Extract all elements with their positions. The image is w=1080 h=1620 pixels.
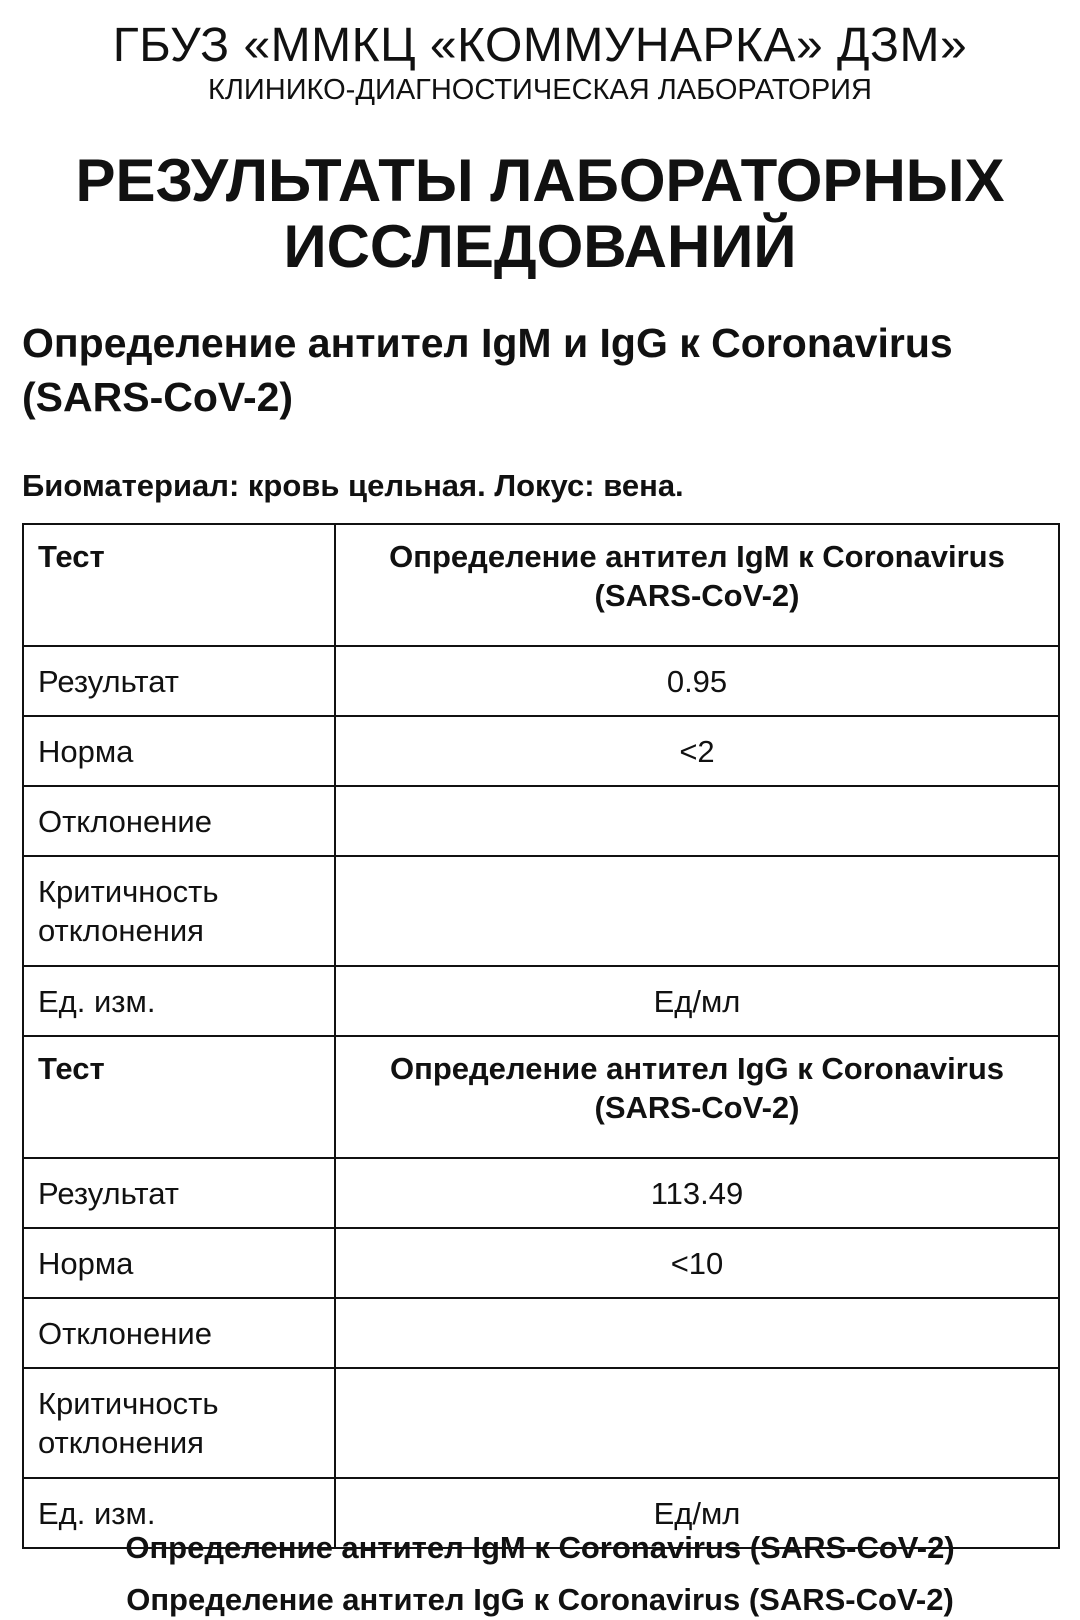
document-title bbox=[0, 148, 1080, 280]
footer-test-igg: Определение антител IgG к Coronavirus (SARS-CoV-2) bbox=[126, 1582, 954, 1617]
deviation-label: Отклонение bbox=[23, 786, 335, 856]
test-label: Тест bbox=[23, 1036, 335, 1158]
deviation-value-igg bbox=[335, 1298, 1059, 1368]
test-name-igg bbox=[335, 1036, 1059, 1158]
criticality-value-igg bbox=[335, 1368, 1059, 1478]
norm-label: Норма bbox=[23, 716, 335, 786]
document-title-line-2: ИССЛЕДОВАНИЙ bbox=[283, 213, 797, 280]
result-label: Результат bbox=[23, 646, 335, 716]
test-label: Тест bbox=[23, 524, 335, 646]
results-table bbox=[22, 523, 1060, 1549]
norm-label: Норма bbox=[23, 1228, 335, 1298]
biomaterial-info: Биоматериал: кровь цельная. Локус: вена. bbox=[22, 468, 684, 503]
criticality-label-line-1: Критичность bbox=[38, 874, 219, 909]
norm-value-igg: <10 bbox=[335, 1228, 1059, 1298]
test-name-igm bbox=[335, 524, 1059, 646]
footer-test-igm: Определение антител IgM к Coronavirus (SARS-CoV-2) bbox=[125, 1530, 955, 1565]
table-row-norm-igg bbox=[23, 1228, 1059, 1298]
criticality-label-line-2: отклонения bbox=[38, 1425, 204, 1460]
test-name-line-1: Определение антител IgG к Coronavirus bbox=[389, 1051, 1005, 1086]
table-row-test-igg bbox=[23, 1036, 1059, 1158]
table-row-deviation-igg bbox=[23, 1298, 1059, 1368]
deviation-value-igm bbox=[335, 786, 1059, 856]
deviation-label: Отклонение bbox=[23, 1298, 335, 1368]
criticality-label bbox=[23, 1368, 335, 1478]
norm-value-igm: <2 bbox=[335, 716, 1059, 786]
criticality-value-igm bbox=[335, 856, 1059, 966]
test-name-line-2: (SARS-CoV-2) bbox=[594, 578, 800, 613]
table-row-criticality-igg bbox=[23, 1368, 1059, 1478]
criticality-label-line-1: Критичность bbox=[38, 1386, 219, 1421]
table-row-norm-igm bbox=[23, 716, 1059, 786]
table-row-criticality-igm bbox=[23, 856, 1059, 966]
unit-label: Ед. изм. bbox=[23, 966, 335, 1036]
result-label: Результат bbox=[23, 1158, 335, 1228]
table-row-deviation-igm bbox=[23, 786, 1059, 856]
table-row-result-igm bbox=[23, 646, 1059, 716]
test-name-line-1: Определение антител IgM к Coronavirus bbox=[389, 539, 1005, 574]
result-value-igm: 0.95 bbox=[335, 646, 1059, 716]
document-title-line-1: РЕЗУЛЬТАТЫ ЛАБОРАТОРНЫХ bbox=[75, 147, 1005, 214]
table-row-unit-igm bbox=[23, 966, 1059, 1036]
laboratory-name: КЛИНИКО-ДИАГНОСТИЧЕСКАЯ ЛАБОРАТОРИЯ bbox=[208, 74, 872, 106]
criticality-label-line-2: отклонения bbox=[38, 913, 204, 948]
criticality-label bbox=[23, 856, 335, 966]
organization-name: ГБУЗ «ММКЦ «КОММУНАРКА» ДЗМ» bbox=[112, 19, 968, 72]
test-name-line-2: (SARS-CoV-2) bbox=[594, 1090, 800, 1125]
study-title: Определение антител IgM и IgG к Coronavirus (SARS-CoV-2) bbox=[22, 320, 953, 420]
unit-label: Ед. изм. bbox=[23, 1478, 335, 1548]
table-row-test-igm bbox=[23, 524, 1059, 646]
result-value-igg: 113.49 bbox=[335, 1158, 1059, 1228]
table-row-result-igg bbox=[23, 1158, 1059, 1228]
unit-value-igg: Ед/мл bbox=[335, 1478, 1059, 1548]
unit-value-igm: Ед/мл bbox=[335, 966, 1059, 1036]
